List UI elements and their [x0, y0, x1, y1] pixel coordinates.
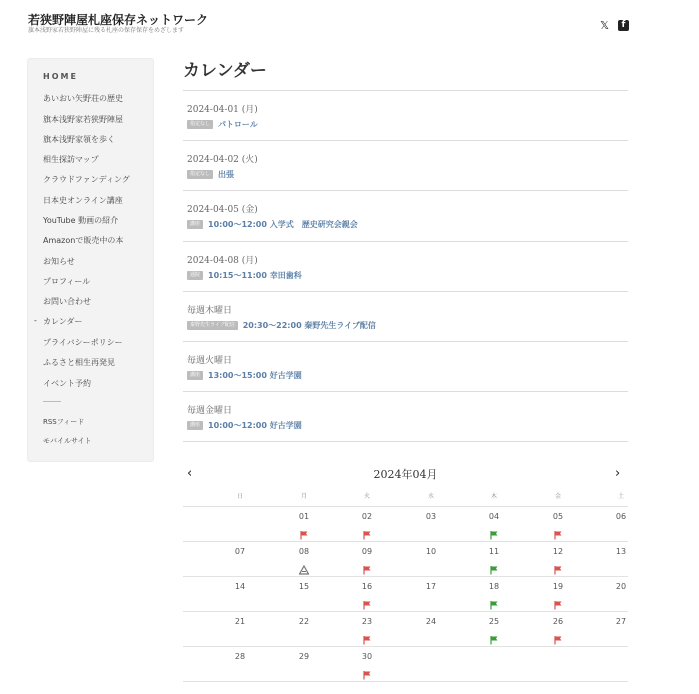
sidebar-nav — [27, 58, 154, 462]
calendar-day[interactable]: 19 — [552, 582, 564, 591]
calendar-day[interactable]: 30 — [361, 652, 373, 661]
event-date: 2024-04-01 (月) — [187, 105, 258, 115]
site-title[interactable]: 若狭野陣屋札座保存ネットワーク — [28, 13, 209, 27]
calendar-event-flag-icon[interactable] — [553, 630, 563, 640]
sidebar-item[interactable]: 日本史オンライン講座 — [43, 196, 123, 205]
calendar-day[interactable]: 25 — [488, 617, 500, 626]
calendar-weekday-header: 土 — [617, 493, 624, 500]
calendar-day[interactable]: 01 — [298, 512, 310, 521]
calendar-day[interactable]: 06 — [615, 512, 627, 521]
calendar-event-flag-icon[interactable] — [299, 525, 309, 535]
event-item — [183, 140, 628, 190]
event-list-divider — [183, 441, 628, 442]
social-links — [599, 20, 629, 31]
calendar-day[interactable]: 14 — [234, 582, 246, 591]
calendar-weekday-header: 金 — [554, 493, 561, 500]
calendar-event-flag-icon[interactable] — [362, 595, 372, 605]
sidebar-item[interactable]: 旗本浅野家領を歩く — [43, 135, 115, 144]
event-title-link[interactable]: パトロール — [218, 120, 258, 129]
event-category-badge: 通院 — [187, 271, 203, 280]
calendar-week-row — [183, 611, 628, 646]
event-title-link[interactable]: 10:00～12:00 入学式 歴史研究会親会 — [208, 220, 358, 230]
sidebar-item[interactable]: Amazonで販売中の本 — [43, 236, 124, 245]
event-date: 毎週金曜日 — [187, 406, 233, 417]
calendar-event-flag-icon[interactable] — [362, 525, 372, 535]
event-category-badge: 講座 — [187, 371, 203, 380]
calendar-week-row — [183, 576, 628, 611]
calendar-day[interactable]: 10 — [425, 547, 437, 556]
event-item — [183, 90, 628, 140]
calendar-weekday-header: 月 — [300, 493, 307, 500]
calendar-event-flag-icon[interactable] — [362, 665, 372, 675]
calendar-day[interactable]: 12 — [552, 547, 564, 556]
event-title-link[interactable]: 13:00～15:00 好古学園 — [208, 371, 302, 380]
site-subtitle: 旗本浅野家若狭野陣屋に残る札座の保存保存をめざします — [28, 27, 185, 34]
event-title-link[interactable]: 20:30～22:00 秦野先生ライブ配信 — [242, 320, 376, 330]
sidebar-item[interactable]: イベント予約 — [43, 379, 91, 388]
calendar-day[interactable]: 20 — [615, 582, 627, 591]
event-item — [183, 241, 628, 291]
event-date: 毎週木曜日 — [187, 305, 233, 316]
calendar-event-flag-icon[interactable] — [489, 560, 499, 570]
event-title-link[interactable]: 出張 — [218, 170, 235, 180]
sidebar-item[interactable]: プライバシーポリシー — [43, 338, 123, 347]
calendar-day[interactable]: 09 — [361, 547, 373, 556]
calendar-day[interactable]: 11 — [488, 547, 500, 556]
calendar-event-flag-icon[interactable] — [362, 630, 372, 640]
sidebar-item[interactable]: お知らせ — [43, 257, 75, 266]
sidebar-item[interactable]: - カレンダー — [43, 316, 82, 327]
calendar-day[interactable]: 08 — [298, 547, 310, 556]
event-category-badge: 講座 — [187, 421, 203, 430]
calendar-day[interactable]: 02 — [361, 512, 373, 521]
event-title-link[interactable]: 10:15～11:00 幸田歯科 — [208, 270, 302, 280]
x-icon[interactable]: 𝕏 — [600, 19, 609, 32]
calendar-event-flag-icon[interactable] — [553, 595, 563, 605]
calendar-event-flag-icon[interactable] — [553, 560, 563, 570]
calendar-event-flag-icon[interactable] — [553, 525, 563, 535]
calendar-month-label: 2024年04月 — [373, 468, 438, 481]
calendar-day[interactable]: 05 — [552, 512, 564, 521]
event-category-badge: 講座 — [187, 220, 203, 229]
calendar-day[interactable]: 29 — [298, 652, 310, 661]
page-title: カレンダー — [183, 61, 267, 81]
event-date: 2024-04-02 (火) — [187, 155, 258, 166]
sidebar-item[interactable]: HOME — [43, 72, 78, 81]
calendar-day[interactable]: 21 — [234, 617, 246, 626]
calendar-day[interactable]: 28 — [234, 652, 246, 661]
calendar-day[interactable]: 15 — [298, 582, 310, 591]
calendar-day[interactable]: 16 — [361, 582, 373, 591]
event-category-badge: 指定なし — [187, 120, 213, 129]
calendar-day[interactable]: 03 — [425, 512, 437, 521]
calendar-day[interactable]: 22 — [298, 617, 310, 626]
calendar-day[interactable]: 17 — [425, 582, 437, 591]
calendar-event-flag-icon[interactable] — [489, 525, 499, 535]
calendar-weekday-header: 水 — [427, 493, 434, 500]
event-date: 毎週火曜日 — [187, 356, 233, 366]
calendar-event-flag-icon[interactable] — [362, 560, 372, 570]
sidebar-sub-item[interactable]: モバイルサイト — [43, 437, 92, 445]
event-date: 2024-04-08 (月) — [187, 255, 258, 266]
calendar-day[interactable]: 07 — [234, 547, 246, 556]
facebook-icon[interactable]: f — [618, 20, 629, 31]
calendar-next-button[interactable]: › — [615, 466, 621, 481]
calendar-day[interactable]: 18 — [488, 582, 500, 591]
event-item — [183, 341, 628, 391]
calendar-day[interactable]: 27 — [615, 617, 627, 626]
calendar-event-flag-icon[interactable] — [489, 630, 499, 640]
sidebar-item[interactable]: あいおい矢野荘の歴史 — [43, 94, 123, 103]
sidebar-item[interactable]: YouTube 動画の紹介 — [43, 216, 119, 225]
event-item — [183, 391, 628, 441]
sidebar-item[interactable]: お問い合わせ — [43, 297, 91, 306]
event-item — [183, 291, 628, 341]
calendar-bottom-rule — [183, 681, 628, 682]
event-item — [183, 190, 628, 240]
event-title-link[interactable]: 10:00～12:00 好古学園 — [208, 421, 302, 431]
calendar-week-row — [183, 541, 628, 576]
calendar-week-row — [183, 646, 628, 681]
calendar-weekday-header: 木 — [490, 493, 497, 500]
calendar-weekday-header: 火 — [363, 493, 370, 500]
calendar-prev-button[interactable]: ‹ — [187, 466, 193, 481]
calendar-day[interactable]: 23 — [361, 617, 373, 626]
calendar-day[interactable]: 04 — [488, 512, 500, 521]
calendar-event-triangle-icon[interactable] — [299, 560, 309, 570]
event-category-badge: 秦野先生ライブ配信 — [187, 321, 238, 330]
calendar-day[interactable]: 13 — [615, 547, 627, 556]
calendar-event-flag-icon[interactable] — [489, 595, 499, 605]
sidebar-item[interactable]: ふるさと相生再発見 — [43, 358, 115, 367]
sidebar-item[interactable]: プロフィール — [43, 277, 91, 286]
calendar-weekday-header: 日 — [236, 493, 243, 500]
sidebar-item[interactable]: 相生探訪マップ — [43, 155, 99, 164]
calendar-day[interactable]: 24 — [425, 617, 437, 626]
event-date: 2024-04-05 (金) — [187, 205, 258, 216]
sidebar-item[interactable]: 旗本浅野家若狭野陣屋 — [43, 115, 123, 124]
calendar-week-row — [183, 506, 628, 541]
sidebar-sub-item[interactable]: RSSフィード — [43, 418, 85, 426]
event-category-badge: 指定なし — [187, 170, 213, 179]
calendar-day[interactable]: 26 — [552, 617, 564, 626]
sidebar-separator — [43, 401, 61, 402]
sidebar-item[interactable]: クラウドファンディング — [43, 175, 130, 184]
